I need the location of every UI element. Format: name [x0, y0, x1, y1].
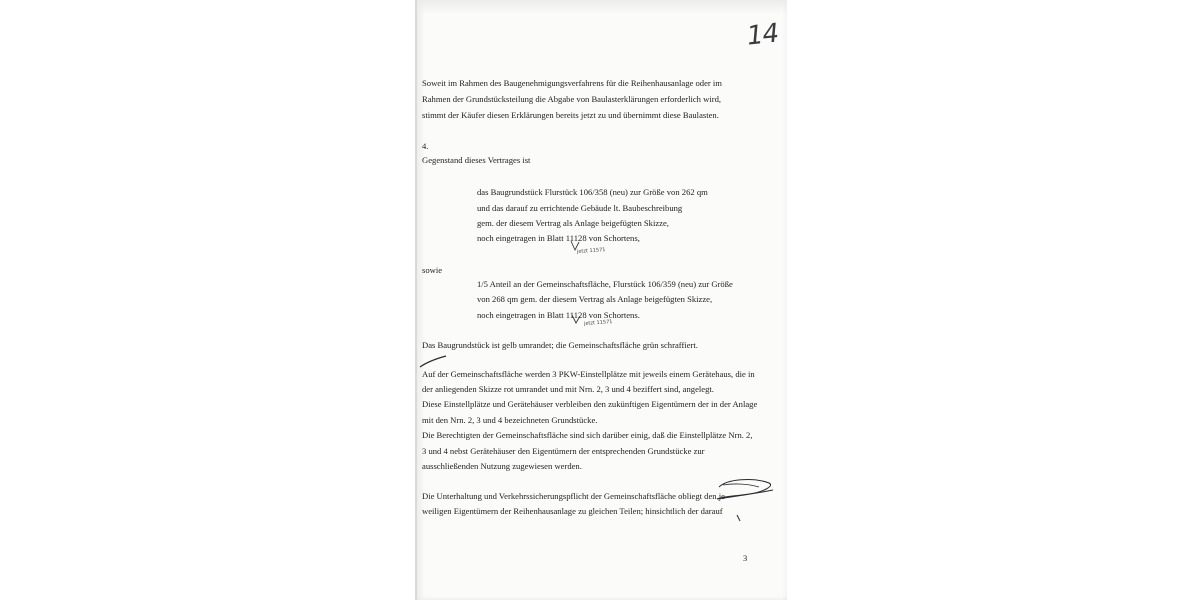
handwritten-page-number: 14: [745, 18, 780, 52]
conjunction-sowie: sowie: [422, 265, 443, 275]
handwritten-scribble: [713, 475, 779, 505]
page-number: 3: [743, 553, 748, 563]
maintenance-line-2: weiligen Eigentümern der Reihenhausanlage zu gleichen Teilen; hinsichtlich der darauf: [422, 506, 723, 516]
share-line-2: von 268 qm gem. der diesem Vertrag als Anlage beigefügten Skizze,: [477, 294, 713, 304]
parking-line-1: Auf der Gemeinschaftsfläche werden 3 PKW-Einstellplätze mit jeweils einem Gerätehaus, die in: [422, 369, 755, 379]
handwritten-note-2: jetzt 11571: [583, 319, 613, 327]
parking-line-7: ausschließenden Nutzung zugewiesen werden.: [422, 461, 582, 471]
parking-line-6: 3 und 4 nebst Gerätehäuser den Eigentümern der entsprechenden Grundstücke zur: [422, 446, 705, 456]
handwritten-tick: [735, 514, 743, 524]
plot-line-1: das Baugrundstück Flurstück 106/358 (neu) zur Größe von 262 qm: [477, 187, 708, 197]
parking-line-4: mit den Nrn. 2, 3 und 4 bezeichneten Grundstücke.: [422, 415, 598, 425]
parking-line-2: der anliegenden Skizze rot umrandet und mit Nrn. 2, 3 und 4 beziffert sind, angelegt.: [422, 384, 714, 394]
handwritten-correction-mark-2: [570, 314, 582, 328]
handwritten-margin-stroke: [419, 354, 449, 370]
document-page: [415, 0, 787, 600]
plot-line-2: und das darauf zu errichtende Gebäude lt. Baubeschreibung: [477, 203, 683, 213]
maintenance-line-1: Die Unterhaltung und Verkehrssicherungspflicht der Gemeinschaftsfläche obliegt den je-: [422, 491, 728, 501]
baulasten-line-2: Rahmen der Grundstücksteilung die Abgabe von Baulasterklärungen erforderlich wird,: [422, 94, 722, 104]
plot-line-4: noch eingetragen in Blatt 11128 von Schortens,: [477, 233, 640, 243]
parking-line-3: Diese Einstellplätze und Gerätehäuser verbleiben den zukünftigen Eigentümern der in der Anlage: [422, 399, 758, 409]
share-line-1: 1/5 Anteil an der Gemeinschaftsfläche, Flurstück 106/359 (neu) zur Größe: [477, 279, 733, 289]
parking-line-5: Die Berechtigten der Gemeinschaftsfläche sind sich darüber einig, daß die Einstellplätze Nrn. 2,: [422, 430, 753, 440]
section-intro: Gegenstand dieses Vertrages ist: [422, 155, 531, 165]
plot-line-3: gem. der diesem Vertrag als Anlage beigefügten Skizze,: [477, 218, 669, 228]
handwritten-note-1: jetzt 11571: [576, 247, 606, 255]
marking-sentence: Das Baugrundstück ist gelb umrandet; die Gemeinschaftsfläche grün schraffiert.: [422, 340, 698, 350]
share-line-3: noch eingetragen in Blatt 11128 von Schortens.: [477, 310, 640, 320]
page-top-shadow: [417, 0, 787, 14]
baulasten-line-1: Soweit im Rahmen des Baugenehmigungsverfahrens für die Reihenhausanlage oder im: [422, 78, 722, 88]
baulasten-line-3: stimmt der Käufer diesen Erklärungen bereits jetzt zu und übernimmt diese Baulasten.: [422, 110, 719, 120]
section-number: 4.: [422, 141, 429, 151]
